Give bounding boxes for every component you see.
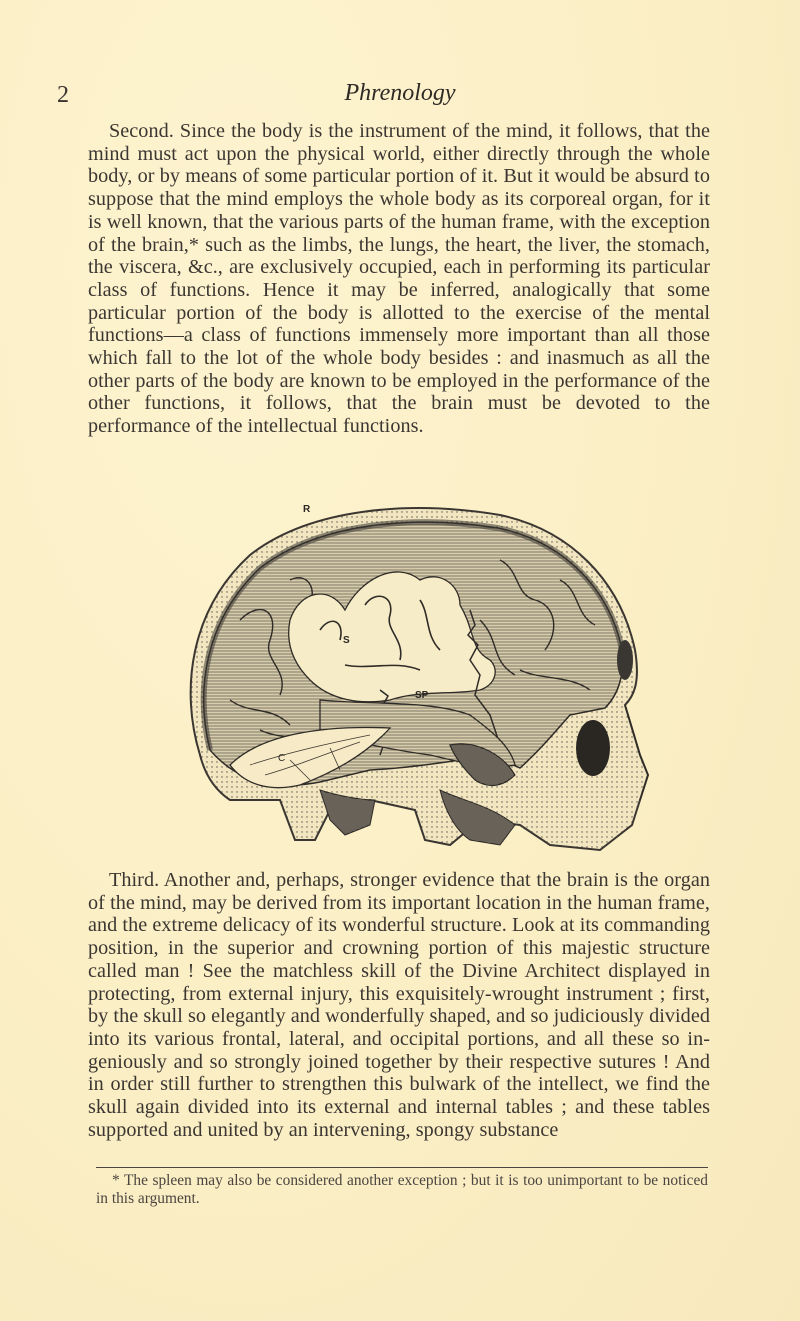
page-number: 2 bbox=[57, 82, 69, 108]
paragraph-text: Second. Since the body is the instrument of the mind, it follows, that the mind must act upon the physical world, either directly through the whole body, or by means of some particular portion of it. But it would be absurd to suppose that the mind employs the whole body as its corporeal organ, for it is well known, that the various parts of the human frame, with the exception of the brain,* such as the limbs, the lungs, the heart, the liver, the stomach, the viscera, &c., are exclusively occupied, each in performing its particular class of functions. Hence it may be inferred, analogically that some particular portion of the body is allotted to the exercise of the mental functions—a class of functions immensely more important than all those which fall to the lot of the whole body besides : and inasmuch as all the other parts of the body are known to be employed in the performance of the other functions, it follows, that the brain must be devoted to the performance of the intellectual functions. bbox=[88, 120, 710, 438]
brain-engraving-icon bbox=[170, 500, 650, 860]
figure-label-s: S bbox=[343, 635, 350, 646]
running-head bbox=[0, 80, 800, 110]
figure-label-c: C bbox=[278, 753, 286, 764]
running-title: Phrenology bbox=[344, 80, 456, 106]
paragraph-third bbox=[88, 869, 710, 1141]
brain-skull-illustration bbox=[170, 500, 650, 860]
figure-label-sp: SP bbox=[415, 690, 429, 701]
paragraph-second bbox=[88, 120, 710, 438]
paragraph-text: Third. Another and, perhaps, stronger evidence that the brain is the organ of the mind, may be derived from its important location in the human frame, and the extreme delicacy of its wonderful structure. Look at its commanding position, in the superior and crowning portion of this majestic structure called man ! See the matchless skill of the Divine Architect displayed in protecting, from external injury, this exquisitely-wrought instrument ; first, by the skull so elegantly and wonderfully shaped, and so judiciously divided into its various frontal, lateral, and occipital portions, and all these so in-geniously and so strongly joined together by their respective sutures ! And in order still further to strengthen this bulwark of the intellect, we find the skull again divided into its external and internal tables ; and these tables supported and united by an intervening, spongy substance bbox=[88, 869, 710, 1141]
figure-label-r: R bbox=[303, 504, 311, 515]
footnote-divider bbox=[96, 1167, 708, 1168]
footnote-text: * The spleen may also be considered another exception ; but it is too unimportant to be noticed in this argument. bbox=[96, 1172, 708, 1207]
footnote bbox=[96, 1172, 708, 1207]
